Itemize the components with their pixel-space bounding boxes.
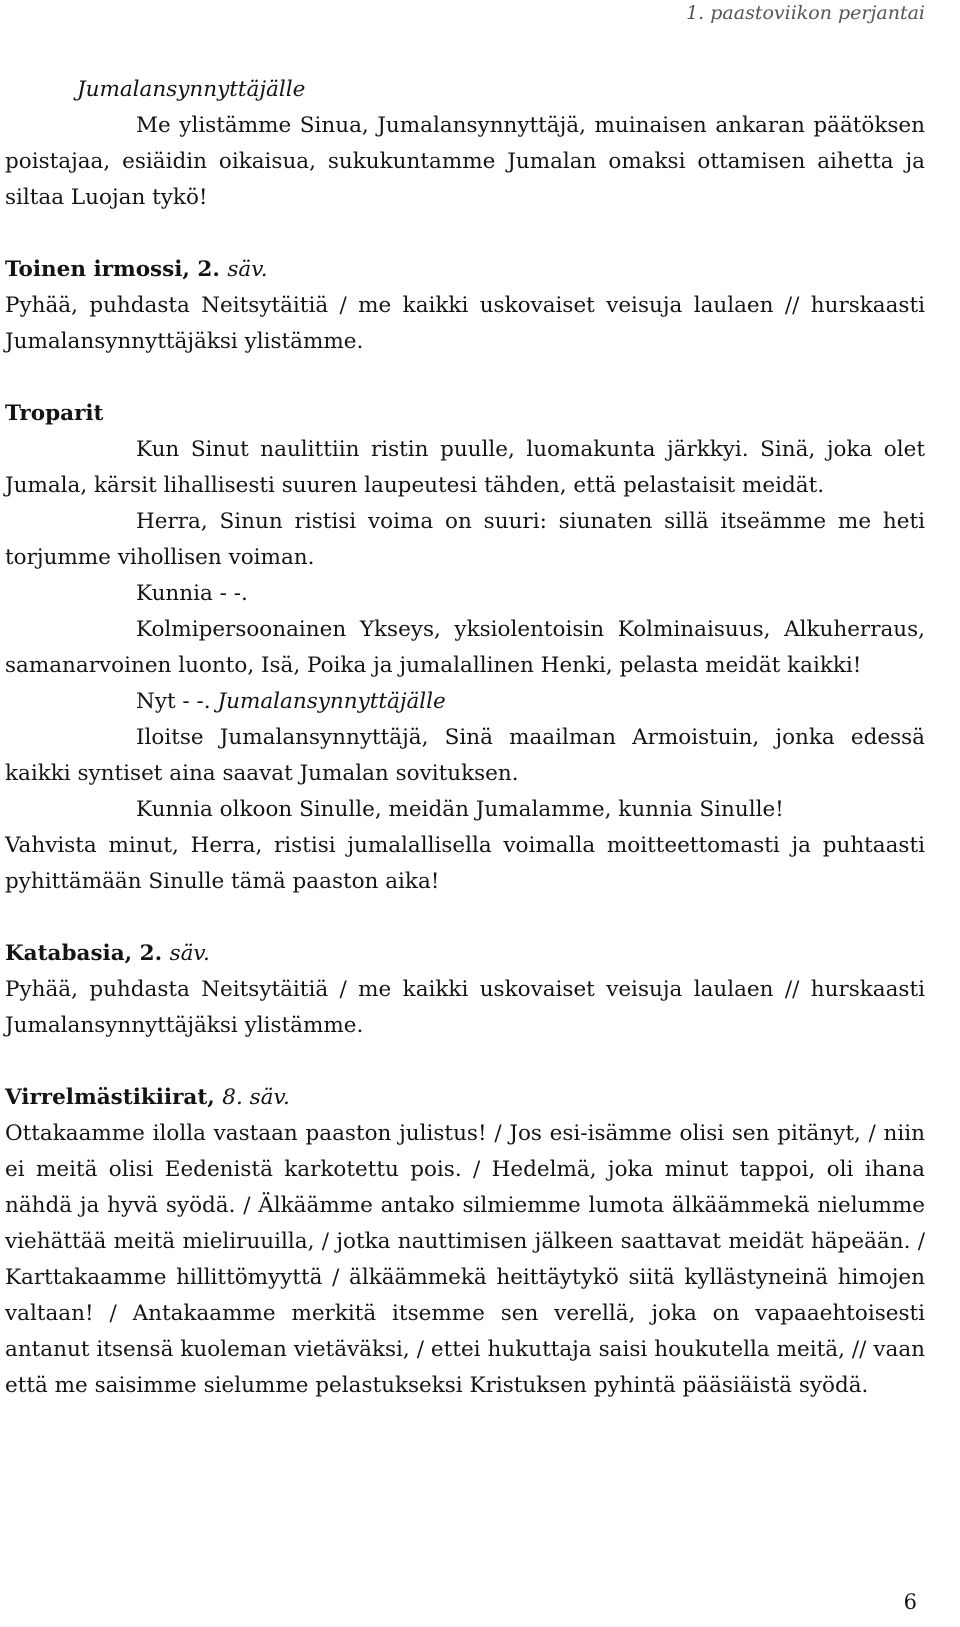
troparion-1: Kun Sinut naulittiin ristin puulle, luomakunta järkkyi. Sinä, joka olet Jumala, kärsit lihallisesti suuren laupeutesi tähden, että pelastaisit meidät. (5, 437, 925, 498)
katabasia-text: Pyhää, puhdasta Neitsytäitiä / me kaikki uskovaiset veisuja laulaen // hurskaasti Jumalansynnyttäjäksi ylistämme. (5, 977, 925, 1038)
troparion-2: Herra, Sinun ristisi voima on suuri: siunaten sillä itseämme me heti torjumme vihollisen voiman. (5, 509, 925, 570)
stichera-text: Ottakaamme ilolla vastaan paaston julistus! / Jos esi-isämme olisi sen pitänyt, / niin ei meitä olisi Eedenistä karkotettu pois. / Hedelmä, joka minut tappoi, oli ihana nähdä ja hyvä syödä. / Älkäämme antako silmiemme lumota älkäämmekä nielumme viehättää meitä mieliruuilla, / jotka nauttimisen jälkeen saattavat meidät häpeään. / Karttakaamme hillittömyyttä / älkäämmekä heittäytykö siitä kyllästyneinä himojen valtaan! / Antakaamme merkitä itsemme sen verellä, joka on vapaaehtoisesti antanut itsensä kuoleman vietäväksi, / ettei hukuttaja saisi houkutella meitä, // vaan että me saisimme sielumme pelastukseksi Kristuksen pyhintä pääsiäistä syödä. (5, 1121, 925, 1398)
katabasia-heading (5, 936, 925, 972)
stichera-tone: 8. säv. (222, 1085, 290, 1110)
katabasia-tone: säv. (169, 941, 210, 966)
section-title: Jumalansynnyttäjälle (77, 77, 306, 102)
theotokion: Iloitse Jumalansynnyttäjä, Sinä maailman Armoistuin, jonka edessä kaikki syntiset aina saavat Jumalan sovituksen. (5, 725, 925, 786)
content (5, 72, 925, 1404)
troparia-heading: Troparit (5, 401, 104, 426)
page-number: 6 (903, 1590, 917, 1614)
glory-line: Kunnia - -. (136, 581, 248, 606)
now-line (5, 684, 925, 720)
now-prefix: Nyt - -. (136, 689, 211, 714)
irmos-heading (5, 252, 925, 288)
now-theotokion-title: Jumalansynnyttäjälle (217, 689, 446, 714)
katabasia-label: Katabasia, 2. (5, 941, 163, 966)
stichera-label: Virrelmästikiirat, (5, 1085, 215, 1110)
refrain: Kunnia olkoon Sinulle, meidän Jumalamme, kunnia Sinulle! (136, 797, 784, 822)
irmos-text: Pyhää, puhdasta Neitsytäitiä / me kaikki uskovaiset veisuja laulaen // hurskaasti Jumalansynnyttäjäksi ylistämme. (5, 293, 925, 354)
irmos-label: Toinen irmossi, 2. (5, 257, 220, 282)
stichera-heading (5, 1080, 925, 1116)
cross-troparion: Vahvista minut, Herra, ristisi jumalallisella voimalla moitteettomasti ja puhtaasti pyhittämään Sinulle tämä paaston aika! (5, 833, 925, 894)
running-header: 1. paastoviikon perjantai (686, 2, 925, 24)
section-text: Me ylistämme Sinua, Jumalansynnyttäjä, muinaisen ankaran päätöksen poistajaa, esiäidin oikaisua, sukukuntamme Jumalan omaksi ottamisen aihetta ja siltaa Luojan tykö! (5, 113, 925, 210)
troparion-trinity: Kolmipersoonainen Ykseys, yksiolentoisin Kolminaisuus, Alkuherraus, samanarvoinen luonto, Isä, Poika ja jumalallinen Henki, pelasta meidät kaikki! (5, 617, 925, 678)
irmos-tone: säv. (227, 257, 268, 282)
